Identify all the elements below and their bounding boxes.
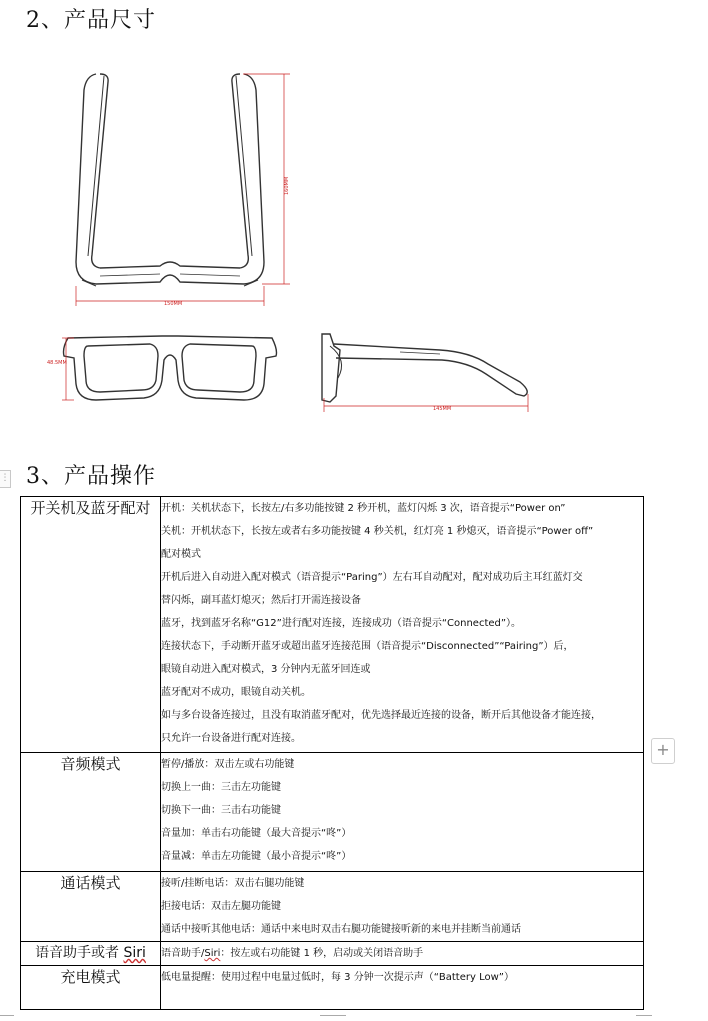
description-line: 音量减：单击左功能键（最小音提示“咚”） (161, 851, 352, 862)
side-view-drawing (322, 334, 527, 402)
lens-height-dimension-label: 48.5MM (47, 360, 67, 366)
description-line: 暂停/播放：双击左或右功能键 (161, 759, 295, 770)
description-line: 只允许一台设备进行配对连接。 (161, 733, 301, 744)
description-line: 切换下一曲：三击右功能键 (161, 805, 281, 816)
description-line: 语音助手/Siri：按左或右功能键 1 秒，启动或关闭语音助手 (161, 948, 424, 959)
description-line: 开机：关机状态下，长按左/右多功能按键 2 秒开机，蓝灯闪烁 3 次，语音提示“Power on” (161, 503, 566, 514)
add-row-button[interactable]: + (651, 738, 675, 764)
description-line: 蓝牙配对不成功，眼镜自动关机。 (161, 687, 311, 698)
siri-text: Siri (123, 945, 146, 961)
siri-text: Siri (204, 948, 221, 959)
description-line: 接听/挂断电话：双击右腿功能键 (161, 878, 305, 889)
width-dimension-label: 150MM (164, 301, 183, 307)
description-line: 替闪烁，副耳蓝灯熄灭；然后打开需连接设备 (161, 595, 361, 606)
section-heading-dimensions: 2、产品尺寸 (26, 8, 156, 33)
mode-label: 充电模式 (60, 968, 121, 986)
description-line: 如与多台设备连接过，且没有取消蓝牙配对，优先选择最近连接的设备，断开后其他设备才能连接， (161, 710, 601, 721)
mode-cell (21, 966, 161, 1010)
section-heading-operation: 3、产品操作 (26, 464, 156, 489)
description-line: 切换上一曲：三击左功能键 (161, 782, 281, 793)
table-row (21, 753, 644, 872)
description-line: 拒接电话：双击左腿功能键 (161, 901, 281, 912)
description-line: 眼镜自动进入配对模式，3 分钟内无蓝牙回连或 (161, 664, 371, 675)
mode-label: 语音助手或者 (35, 945, 124, 961)
description-line: 开机后进入自动进入配对模式（语音提示“Paring”）左右耳自动配对，配对成功后主耳红蓝灯交 (161, 572, 583, 583)
description-cell (161, 753, 644, 872)
drag-handle[interactable]: ⋮ (0, 470, 11, 488)
operation-table (20, 496, 644, 1010)
mode-label: 通话模式 (60, 874, 121, 892)
top-view-drawing (76, 74, 264, 286)
description-line: 配对模式 (161, 549, 201, 560)
top-view-dimension-lines (76, 74, 290, 306)
mode-cell (21, 753, 161, 872)
description-line: 低电量提醒：使用过程中电量过低时，每 3 分钟一次提示声（“Battery Low”） (161, 972, 514, 983)
description-cell (161, 966, 644, 1010)
table-row (21, 497, 644, 753)
table-row (21, 942, 644, 966)
temple-length-dimension-label: 145MM (433, 406, 452, 412)
mode-cell (21, 497, 161, 753)
description-line: 蓝牙，找到蓝牙名称“G12”进行配对连接，连接成功（语音提示“Connected”）。 (161, 618, 522, 629)
height-dimension-label: 160MM (284, 176, 290, 195)
table-row (21, 966, 644, 1010)
front-view-drawing (64, 336, 277, 400)
mode-label: 开关机及蓝牙配对 (30, 499, 151, 517)
description-cell (161, 497, 644, 753)
table-row (21, 872, 644, 942)
description-line: 通话中接听其他电话：通话中来电时双击右腿功能键接听新的来电并挂断当前通话 (161, 924, 521, 935)
product-dimension-drawing (0, 0, 708, 440)
mode-cell (21, 942, 161, 966)
description-cell (161, 872, 644, 942)
description-line: 音量加：单击右功能键（最大音提示“咚”） (161, 828, 352, 839)
description-line: 连接状态下，手动断开蓝牙或超出蓝牙连接范围（语音提示“Disconnected”“Pairing”）后， (161, 641, 574, 652)
mode-label: 音频模式 (60, 755, 121, 773)
description-line: 关机：开机状态下，长按左或者右多功能按键 4 秒关机，红灯亮 1 秒熄灭，语音提示“Power off” (161, 526, 594, 537)
description-cell (161, 942, 644, 966)
side-view-dimension-lines (324, 394, 528, 412)
mode-cell (21, 872, 161, 942)
